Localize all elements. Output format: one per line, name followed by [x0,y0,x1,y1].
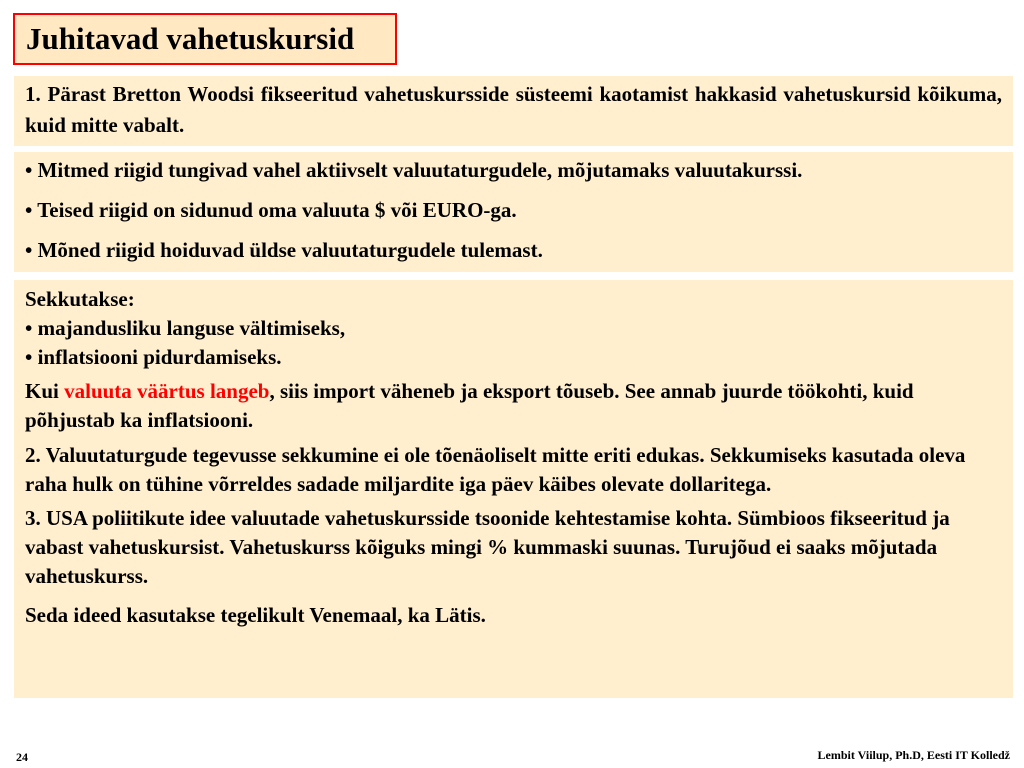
bullet-active-intervention: • Mitmed riigid tungivad vahel aktiivselt valuutaturgudele, mõjutamaks valuutakurssi. [25,158,803,182]
intro-box [14,76,1013,146]
bullet-inflation: • inflatsiooni pidurdamiseks. [25,345,282,369]
bullet-pegged-currency: • Teised riigid on sidunud oma valuuta $ või EURO-ga. [25,198,517,222]
devaluation-prefix: Kui [25,379,65,403]
intervention-box [14,280,1013,698]
devaluation-paragraph [25,377,1002,435]
closing-paragraph: Seda ideed kasutakse tegelikult Venemaal, ka Lätis. [25,603,486,627]
bullet-recession: • majandusliku languse vältimiseks, [25,316,346,340]
author-credit: Lembit Viilup, Ph.D, Eesti IT Kolledž [817,748,1010,762]
country-behaviour-box [14,152,1013,272]
point-3-paragraph: 3. USA poliitikute idee valuutade vahetuskursside tsoonide kehtestamise kohta. Sümbioos fikseeritud ja vabast vahetuskursist. Vahetuskurss kõiguks mingi % kummaski suunas. Turujõud ei saaks mõjutada vahetuskurss. [25,506,950,588]
bullet-no-intervention: • Mõned riigid hoiduvad üldse valuutaturgudele tulemast. [25,238,543,262]
devaluation-rest: , siis import väheneb ja eksport tõuseb. See annab juurde töökohti, kuid põhjustab ka inflatsiooni. [25,379,914,432]
slide-title: Juhitavad vahetuskursid [13,13,397,65]
point-2-paragraph: 2. Valuutaturgude tegevusse sekkumine ei ole tõenäoliselt mitte eriti edukas. Sekkumiseks kasutada oleva raha hulk on tühine võrreldes sadade miljardite iga päev käibes olevate dollaritega. [25,443,966,496]
slide-number: 24 [16,750,28,764]
intervention-heading: Sekkutakse: [25,287,135,311]
intro-text: 1. Pärast Bretton Woodsi fikseeritud vahetuskursside süsteemi kaotamist hakkasid vahetuskursid kõikuma, kuid mitte vabalt. [25,82,1002,137]
devaluation-highlight: valuuta väärtus langeb [64,379,270,403]
